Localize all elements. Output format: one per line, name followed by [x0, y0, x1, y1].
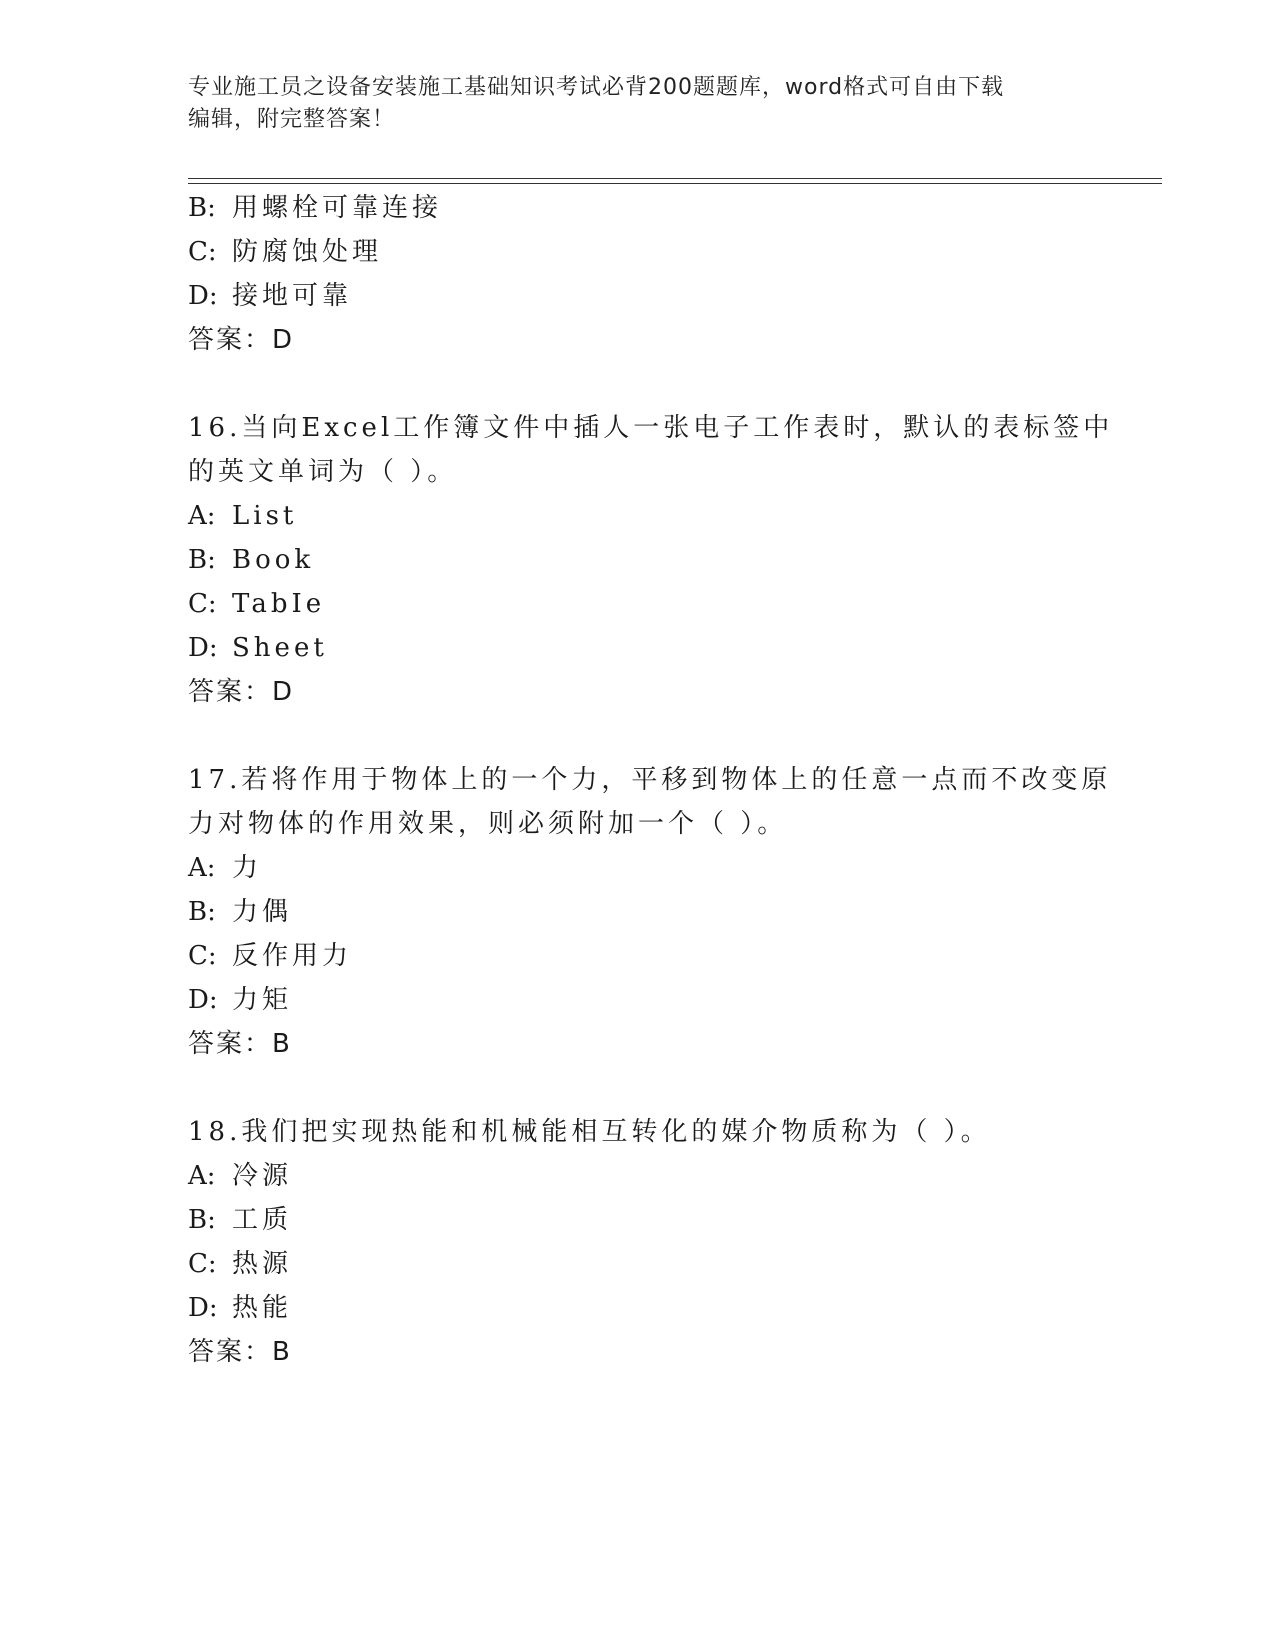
- q15-option-d: [188, 278, 352, 314]
- q18-option-c: [188, 1246, 292, 1282]
- option-letter: B:: [188, 545, 216, 575]
- q16-option-c: [188, 586, 325, 622]
- q18-answer: 答案：B: [188, 1337, 292, 1367]
- header-title-line-2: 编辑，附完整答案！: [188, 107, 396, 132]
- q16-option-d: [188, 630, 328, 666]
- option-letter: A:: [188, 853, 216, 883]
- option-text: 热源: [232, 1249, 293, 1279]
- option-letter: C:: [188, 941, 217, 971]
- option-text: 力偶: [232, 897, 293, 927]
- option-letter: D:: [188, 281, 218, 311]
- option-text: Sheet: [232, 633, 328, 663]
- q15-option-b: [188, 190, 442, 226]
- option-letter: C:: [188, 589, 217, 619]
- q15-option-c: [188, 234, 382, 270]
- q17-stem-line-1: 17.若将作用于物体上的一个力，平移到物体上的任意一点而不改变原: [188, 765, 1112, 795]
- q17-option-a: [188, 850, 262, 886]
- q18-option-a: [188, 1158, 292, 1194]
- option-text: TabIe: [232, 589, 326, 619]
- option-text: 热能: [232, 1293, 293, 1323]
- q16-stem-line-1: 16.当向Excel工作簿文件中插人一张电子工作表时，默认的表标签中: [188, 413, 1114, 443]
- header-rule-top: [188, 178, 1162, 179]
- option-text: List: [232, 501, 298, 531]
- option-text: 力: [232, 853, 263, 883]
- option-text: 工质: [232, 1205, 293, 1235]
- option-letter: A:: [188, 1161, 216, 1191]
- q17-option-c: [188, 938, 352, 974]
- q18-option-d: [188, 1290, 292, 1326]
- option-text: Book: [232, 545, 315, 575]
- header-rule-bottom: [188, 183, 1162, 184]
- q17-option-d: [188, 982, 292, 1018]
- q16-answer: 答案：D: [188, 677, 295, 707]
- option-letter: C:: [188, 1249, 217, 1279]
- option-text: 防腐蚀处理: [232, 237, 383, 267]
- document-header: [188, 72, 1068, 136]
- option-text: 反作用力: [232, 941, 353, 971]
- q17-stem-line-2: 力对物体的作用效果，则必须附加一个（ ）。: [188, 809, 788, 839]
- q18-stem-line-1: 18.我们把实现热能和机械能相互转化的媒介物质称为（ ）。: [188, 1117, 991, 1147]
- option-letter: B:: [188, 193, 216, 223]
- q16-option-b: [188, 542, 314, 578]
- q16-option-a: [188, 498, 297, 534]
- q17-option-b: [188, 894, 292, 930]
- option-letter: D:: [188, 1293, 218, 1323]
- option-letter: D:: [188, 985, 218, 1015]
- option-letter: D:: [188, 633, 218, 663]
- q16-stem-line-2: 的英文单词为（ ）。: [188, 457, 458, 487]
- q17-answer: 答案：B: [188, 1029, 292, 1059]
- option-letter: C:: [188, 237, 217, 267]
- option-letter: B:: [188, 897, 216, 927]
- q15-answer: 答案：D: [188, 325, 295, 355]
- option-text: 用螺栓可靠连接: [232, 193, 443, 223]
- q18-option-b: [188, 1202, 292, 1238]
- option-letter: B:: [188, 1205, 216, 1235]
- option-text: 接地可靠: [232, 281, 353, 311]
- option-text: 力矩: [232, 985, 293, 1015]
- header-title-line-1: 专业施工员之设备安装施工基础知识考试必背200题题库，word格式可自由下载: [188, 75, 1005, 100]
- option-letter: A:: [188, 501, 216, 531]
- option-text: 冷源: [232, 1161, 293, 1191]
